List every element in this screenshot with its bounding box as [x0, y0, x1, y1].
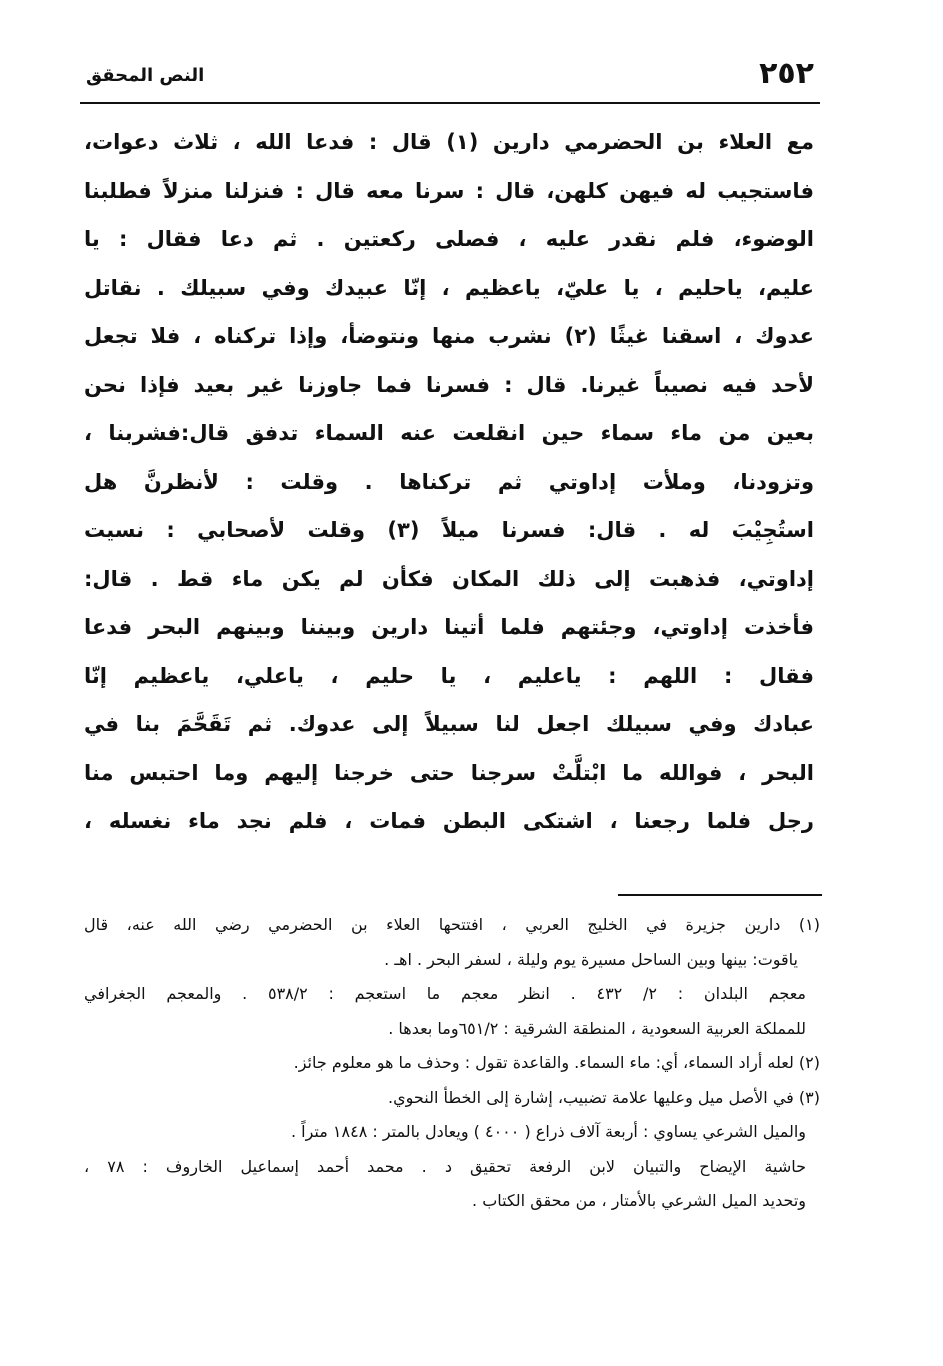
text-line: استُجِيْبَ له . قال: فسرنا ميلاً (٣) وقلت لأصحابي : نسيت: [84, 518, 814, 542]
text-line: بعين من ماء سماء حين انقلعت عنه السماء تدفق قال:فشربنا ،: [84, 421, 814, 445]
footnote-line: حاشية الإيضاح والتبيان لابن الرفعة تحقيق د . محمد أحمد إسماعيل الخاروف : ٧٨ ،: [84, 1156, 807, 1176]
main-text-body: [84, 118, 814, 846]
footnotes-section: [84, 908, 820, 1219]
text-line: عليم، ياحليم ، يا عليّ، ياعظيم ، إنّا عبيدك وفي سبيلك . نقاتل: [84, 275, 814, 300]
running-title: النص المحقق: [86, 65, 205, 86]
footnote-line: ياقوت: بينها وبين الساحل مسيرة يوم وليلة ، لسفر البحر . اهـ .: [384, 949, 798, 969]
footnote-line: (٣) في الأصل ميل وعليها علامة تضبيب، إشارة إلى الخطأ النحوي.: [388, 1087, 820, 1107]
footnote-line: (١) دارين جزيرة في الخليج العربي ، افتتحها العلاء بن الحضرمي رضي الله عنه، قال: [84, 915, 820, 934]
text-line: فقال : اللهم : ياعليم ، يا حليم ، ياعلي، ياعظيم إنّا: [84, 663, 814, 688]
text-line: إداوتي، فذهبت إلى ذلك المكان فكأن لم يكن ماء قط . قال:: [84, 566, 814, 591]
footnote-line: معجم البلدان : ٢/ ٤٣٢ . انظر معجم ما استعجم : ٥٣٨/٢ . والمعجم الجغرافي: [84, 984, 806, 1003]
footnote-line: والميل الشرعي يساوي : أربعة آلاف ذراع ( ٤٠٠٠ ) ويعادل بالمتر : ١٨٤٨ متراً .: [290, 1122, 806, 1141]
text-line: الوضوء، فلم نقدر عليه ، فصلى ركعتين . ثم دعا فقال : يا: [84, 227, 814, 251]
page-header: [80, 54, 820, 104]
text-line: فأخذت إداوتي، وجئتهم فلما أتينا دارين وبيننا وبينهم البحر فدعا: [84, 615, 814, 639]
page-number: ٢٥٢: [759, 56, 814, 91]
text-line: فاستجيب له فيهن كلهن، قال : سرنا معه قال : فنزلنا منزلاً فطلبنا: [84, 178, 814, 203]
footnote-separator: [618, 894, 822, 896]
text-line: البحر ، فوالله ما ابْتلَّتْ سرجنا حتى خرجنا إليهم وما احتبس منا: [84, 760, 814, 785]
footnote-line: وتحديد الميل الشرعي بالأمتار ، من محقق الكتاب .: [472, 1191, 806, 1210]
footnote-line: للمملكة العربية السعودية ، المنطقة الشرقية : ٦٥١/٢وما بعدها .: [388, 1018, 806, 1038]
text-line: مع العلاء بن الحضرمي دارين (١) قال : فدعا الله ، ثلاث دعوات،: [84, 130, 814, 154]
text-line: وتزودنا، وملأت إداوتي ثم تركناها . وقلت : لأنظرنَّ هل: [84, 469, 814, 494]
text-line: لأحد فيه نصيباً غيرنا. قال : فسرنا فما جاوزنا غير بعيد فإذا نحن: [84, 372, 814, 397]
text-line: عدوك ، اسقنا غيثًا (٢) نشرب منها ونتوضأ، وإذا تركناه ، فلا تجعل: [84, 324, 814, 348]
footnote-line: (٢) لعله أراد السماء، أي: ماء السماء. والقاعدة تقول : وحذف ما هو معلوم جائز.: [293, 1053, 820, 1072]
text-line: عبادك وفي سبيلك اجعل لنا سبيلاً إلى عدوك. ثم تَقَحَّمَ بنا في: [84, 712, 814, 736]
text-line: رجل فلما رجعنا ، اشتكى البطن فمات ، فلم نجد ماء نغسله ،: [84, 809, 814, 833]
